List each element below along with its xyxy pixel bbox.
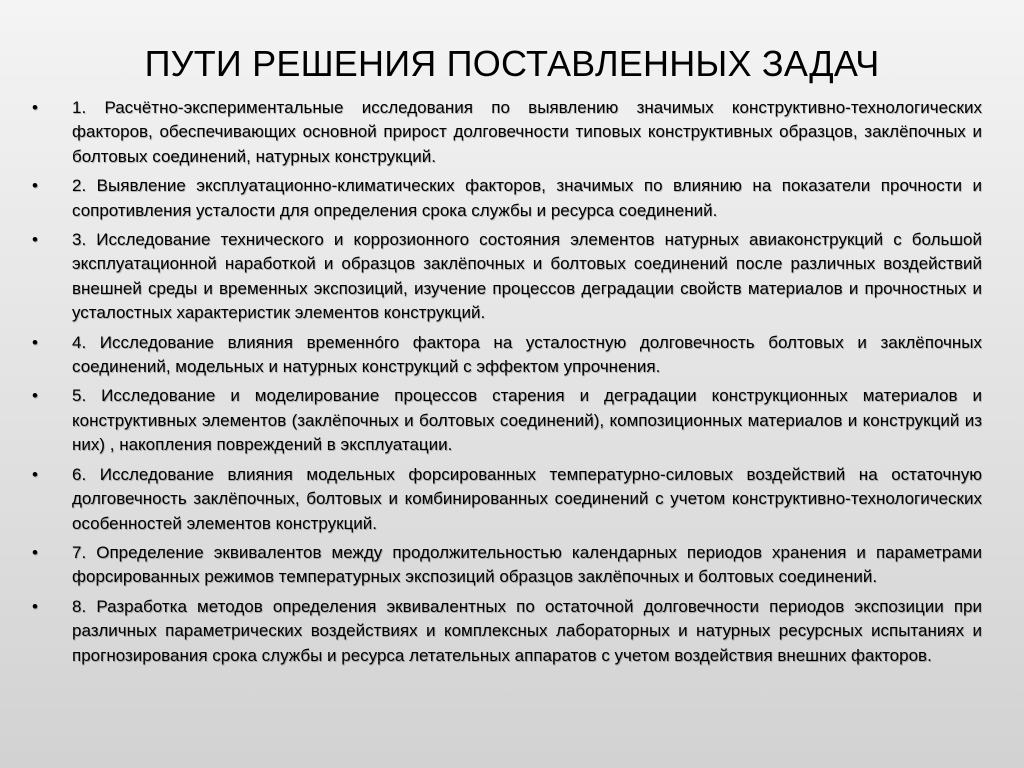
list-item [0, 463, 1024, 536]
list-item [0, 331, 1024, 380]
bullet-icon: • [32, 542, 38, 562]
list-item-text: 3. Исследование технического и коррозионного состояния элементов натурных авиаконструкций с большой эксплуатационной наработкой и образцов заклёпочных и болтовых соединений после различных воздействий внешней среды и временных экспозиций, изучение процессов деградации свойств материалов и прочностных и усталостных характеристик элементов конструкций. [72, 230, 982, 323]
bullet-icon: • [32, 98, 38, 117]
bullet-icon: • [32, 386, 38, 406]
list-item-text: 2. Выявление эксплуатационно-климатических факторов, значимых по влиянию на показатели прочности и сопротивления усталости для определения срока службы и ресурса соединений. [72, 176, 982, 220]
bullet-icon: • [32, 230, 38, 250]
bullet-icon: • [32, 464, 38, 484]
list-item-text: 5. Исследование и моделирование процессов старения и деградации конструкционных материалов и конструктивных элементов (заклёпочных и болтовых соединений), композиционных материалов и конструкций из них) , накопления повреждений в эксплуатации. [72, 386, 982, 455]
list-item-text: 8. Разработка методов определения эквивалентных по остаточной долговечности периодов экспозиции при различных параметрических воздействиях и комплексных лабораторных и натурных ресурсных испытаниях и прогнозирования срока службы и ресурса летательных аппаратов с учетом воздействия внешних факторов. [72, 596, 982, 665]
bullet-icon: • [32, 332, 38, 352]
list-item-text: 1. Расчётно-экспериментальные исследования по выявлению значимых конструктивно-технологических факторов, обеспечивающих основной прирост долговечности типовых конструктивных образцов, заклёпочных и болтовых соединений, натурных конструкций. [72, 98, 982, 166]
list-item [0, 595, 1024, 668]
bullet-list [0, 96, 1024, 673]
list-item [0, 228, 1024, 326]
bullet-icon: • [32, 596, 38, 616]
list-item [0, 174, 1024, 223]
list-item-text: 7. Определение эквивалентов между продолжительностью календарных периодов хранения и параметрами форсированных режимов температурных экспозиций образцов заклёпочных и болтовых соединений. [72, 542, 982, 587]
slide-title: ПУТИ РЕШЕНИЯ ПОСТАВЛЕННЫХ ЗАДАЧ [144, 43, 880, 84]
list-item-text: 6. Исследование влияния модельных форсированных температурно-силовых воздействий на остаточную долговечность заклёпочных, болтовых и комбинированных соединений с учетом конструктивно-технологических особенностей элементов конструкций. [72, 464, 982, 533]
list-item [0, 96, 1024, 169]
list-item [0, 384, 1024, 457]
list-item-text: 4. Исследование влияния временнóго фактора на усталостную долговечность болтовых и заклёпочных соединений, модельных и натурных конструкций с эффектом упрочнения. [72, 332, 982, 377]
list-item [0, 541, 1024, 590]
bullet-icon: • [32, 176, 38, 196]
